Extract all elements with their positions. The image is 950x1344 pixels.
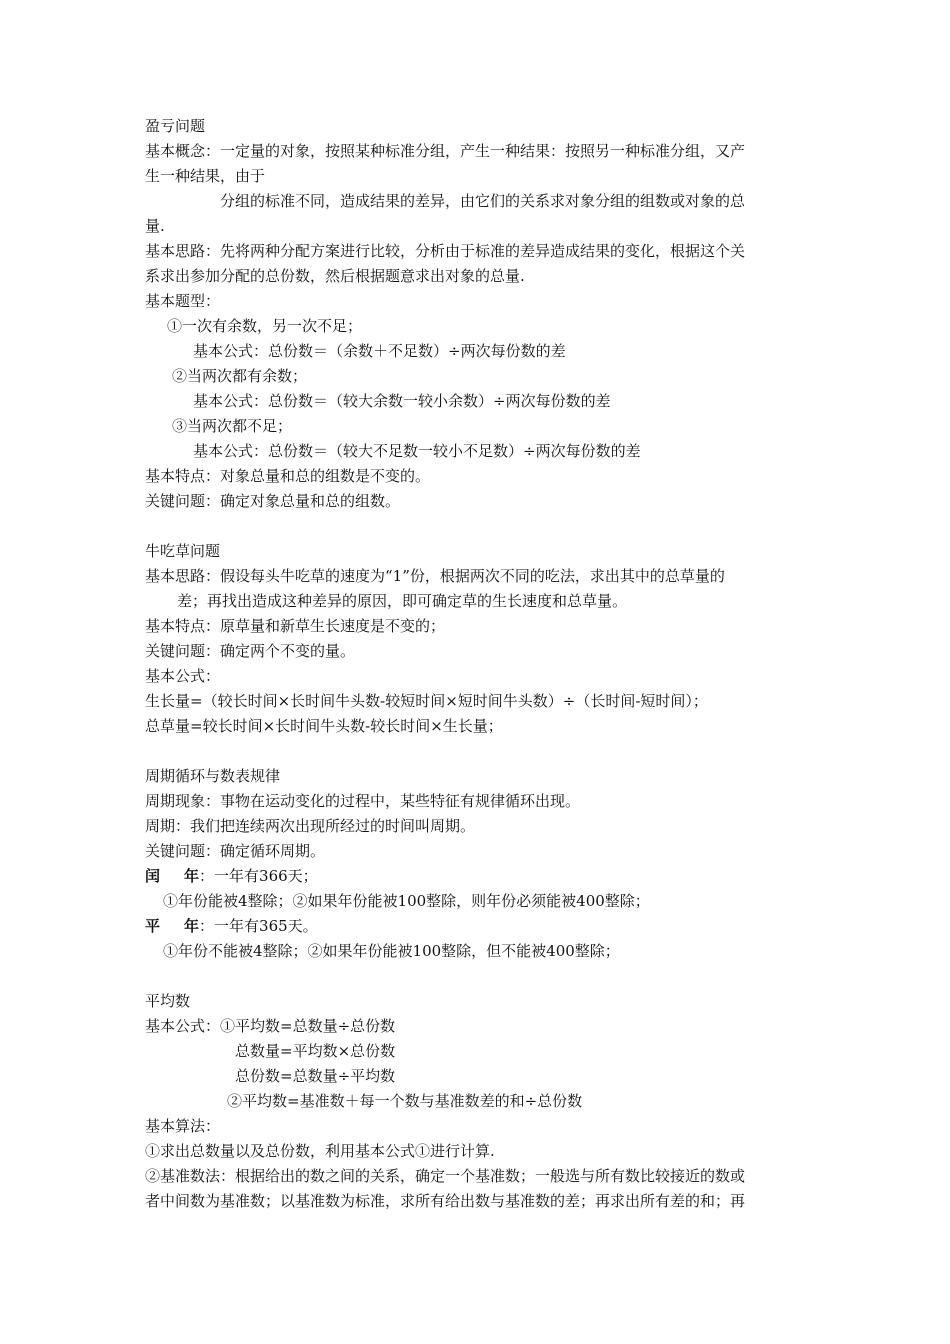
document-page (145, 114, 815, 1214)
section-title-average: 平均数 (145, 992, 191, 1010)
type-1-formula: 基本公式：总份数＝（余数＋不足数）÷两次每份数的差 (193, 342, 566, 360)
avg-formula-3: 总份数=总数量÷平均数 (235, 1067, 396, 1085)
leap-value: ：一年有366天； (199, 867, 318, 885)
spacer (145, 739, 815, 764)
common-year-line (145, 914, 815, 939)
common-rule: ①年份不能被4整除；②如果年份能被100整除，但不能被400整除； (163, 942, 620, 960)
avg-algo-2: ②基准数法：根据给出的数之间的关系，确定一个基准数；一般选与所有数比较接近的数或 (145, 1167, 746, 1185)
common-label-char-2: 年 (184, 917, 200, 935)
common-label-char-1: 平 (145, 917, 161, 935)
concept-line-1: 基本概念：一定量的对象，按照某种标准分组，产生一种结果：按照另一种标准分组，又产 (145, 142, 746, 160)
idea-line-2: 系求出参加分配的总份数，然后根据题意求出对象的总量. (145, 267, 525, 285)
avg-algo-3: 者中间数为基准数；以基准数为标准，求所有给出数与基准数的差；再求出所有差的和；再 (145, 1192, 746, 1210)
section-title-cycle: 周期循环与数表规律 (145, 767, 281, 785)
avg-formula-4: ②平均数=基准数＋每一个数与基准数差的和÷总份数 (227, 1092, 583, 1110)
leap-rule: ①年份能被4整除；②如果年份能被100整除，则年份必须能被400整除； (163, 892, 650, 910)
common-value: ：一年有365天。 (199, 917, 318, 935)
avg-algo-label: 基本算法： (145, 1117, 221, 1135)
cow-idea-line-1: 基本思路：假设每头牛吃草的速度为“1”份，根据两次不同的吃法，求出其中的总草量的 (145, 567, 725, 585)
cow-formula-2: 总草量=较长时间×长时间牛头数-较长时间×生长量； (145, 717, 503, 735)
cow-formula-1: 生长量=（较长时间×长时间牛头数-较短时间×短时间牛头数）÷（长时间-短时间）； (145, 692, 708, 710)
type-1: ①一次有余数，另一次不足； (167, 317, 363, 335)
concept-line-4: 量. (145, 217, 165, 235)
key-line: 关键问题：确定对象总量和总的组数。 (145, 492, 401, 510)
section-title-profit-loss: 盈亏问题 (145, 117, 206, 135)
section-title-cow-grass: 牛吃草问题 (145, 542, 221, 560)
avg-formula-1: 基本公式：①平均数=总数量÷总份数 (145, 1017, 396, 1035)
concept-line-3: 分组的标准不同，造成结果的差异，由它们的关系求对象分组的组数或对象的总 (220, 192, 746, 210)
cycle-key: 关键问题：确定循环周期。 (145, 842, 326, 860)
cow-idea-line-2: 差；再找出造成这种差异的原因，即可确定草的生长速度和总草量。 (177, 592, 628, 610)
avg-formula-2: 总数量=平均数×总份数 (235, 1042, 396, 1060)
spacer (145, 964, 815, 989)
avg-algo-1: ①求出总数量以及总份数，利用基本公式①进行计算. (145, 1142, 495, 1160)
cycle-period: 周期：我们把连续两次出现所经过的时间叫周期。 (145, 817, 476, 835)
concept-line-2: 生一种结果，由于 (145, 167, 266, 185)
type-2: ②当两次都有余数； (172, 367, 308, 385)
leap-year-line (145, 864, 815, 889)
type-2-formula: 基本公式：总份数＝（较大余数一较小余数）÷两次每份数的差 (193, 392, 611, 410)
feature-line: 基本特点：对象总量和总的组数是不变的。 (145, 467, 431, 485)
cow-formula-label: 基本公式： (145, 667, 221, 685)
idea-line-1: 基本思路：先将两种分配方案进行比较，分析由于标准的差异造成结果的变化，根据这个关 (145, 242, 746, 260)
cow-feature-line: 基本特点：原草量和新草生长速度是不变的； (145, 617, 446, 635)
cycle-phenomenon: 周期现象：事物在运动变化的过程中，某些特征有规律循环出现。 (145, 792, 581, 810)
type-3-formula: 基本公式：总份数＝（较大不足数一较小不足数）÷两次每份数的差 (193, 442, 641, 460)
cow-key-line: 关键问题：确定两个不变的量。 (145, 642, 356, 660)
leap-label-char-2: 年 (184, 867, 200, 885)
type-3: ③当两次都不足； (172, 417, 293, 435)
leap-label-char-1: 闰 (145, 867, 161, 885)
spacer (145, 514, 815, 539)
types-label: 基本题型： (145, 292, 221, 310)
